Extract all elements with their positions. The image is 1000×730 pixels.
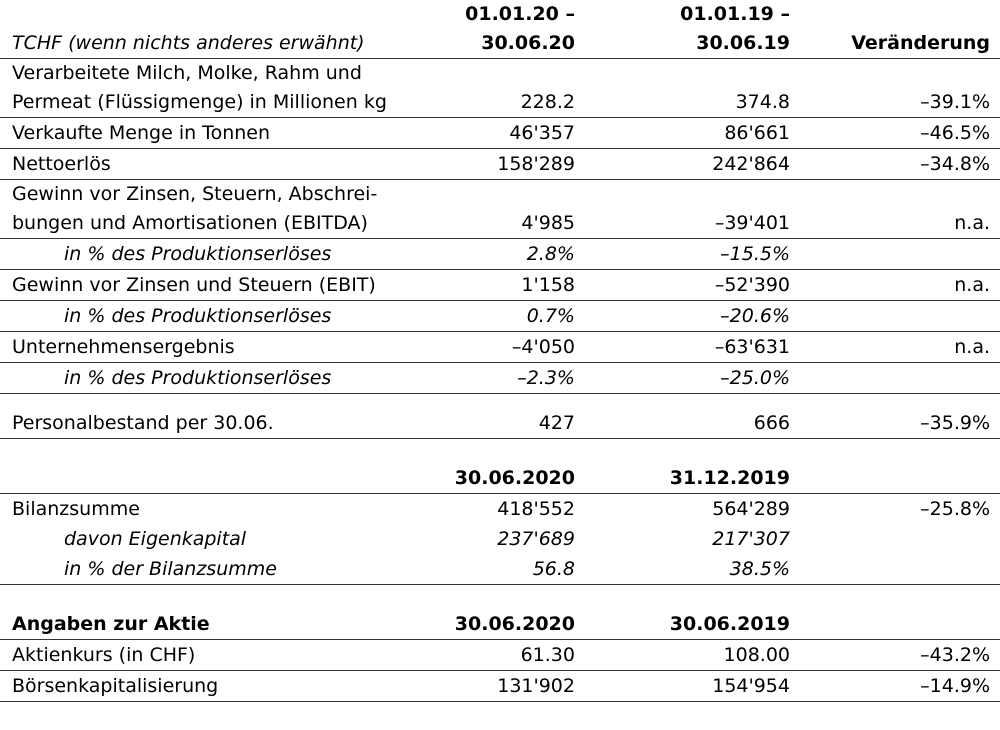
- table-row: davon Eigenkapital 237'689 217'307: [64, 528, 790, 550]
- balance-col1: 30.06.2020: [400, 463, 585, 494]
- table-row: in % des Produktionserlöses 0.7% –20.6%: [0, 301, 1000, 332]
- table-row: Verkaufte Menge in Tonnen 46'357 86'661 –46.5%: [0, 118, 1000, 149]
- table-row: Personalbestand per 30.06. 427 666 –35.9%: [0, 408, 1000, 439]
- balance-header-row: [0, 463, 1000, 494]
- table-row: in % des Produktionserlöses –2.3% –25.0%: [0, 363, 1000, 394]
- table-row: Verarbeitete Milch, Molke, Rahm und: [12, 62, 362, 84]
- header-col2-line2: 30.06.19: [585, 29, 800, 59]
- header-col1-line1: 01.01.20 –: [465, 3, 575, 25]
- table-row: Bilanzsumme 418'552 564'289 –25.8%: [12, 498, 990, 520]
- table-row: in % des Produktionserlöses 2.8% –15.5%: [0, 239, 1000, 270]
- table-row: Unternehmensergebnis –4'050 –63'631 n.a.: [0, 332, 1000, 363]
- table-row: Gewinn vor Zinsen und Steuern (EBIT) 1'158 –52'390 n.a.: [0, 270, 1000, 301]
- table-row: Permeat (Flüssigmenge) in Millionen kg 228.2 374.8 –39.1%: [0, 88, 1000, 118]
- header-col1-line2: 30.06.20: [400, 29, 585, 59]
- balance-col2: 31.12.2019: [585, 463, 800, 494]
- share-col2: 30.06.2019: [585, 609, 800, 640]
- header-col2-line1: 01.01.19 –: [680, 3, 790, 25]
- header-unit-label: TCHF (wenn nichts anderes erwähnt): [0, 29, 400, 59]
- header-row-2: [0, 29, 1000, 59]
- table-row: bungen und Amortisationen (EBITDA) 4'985 –39'401 n.a.: [0, 209, 1000, 239]
- header-row-1: [0, 0, 1000, 29]
- table-row: Börsenkapitalisierung 131'902 154'954 –14.9%: [0, 671, 1000, 702]
- share-header-row: [0, 609, 1000, 640]
- share-section-title: Angaben zur Aktie: [0, 609, 400, 640]
- table-row: in % der Bilanzsumme 56.8 38.5%: [0, 554, 1000, 585]
- table-row: Aktienkurs (in CHF) 61.30 108.00 –43.2%: [0, 640, 1000, 671]
- table-row: Gewinn vor Zinsen, Steuern, Abschrei-: [12, 183, 378, 205]
- share-col1: 30.06.2020: [400, 609, 585, 640]
- table-row: Nettoerlös 158'289 242'864 –34.8%: [0, 149, 1000, 180]
- header-change: Veränderung: [800, 29, 1000, 59]
